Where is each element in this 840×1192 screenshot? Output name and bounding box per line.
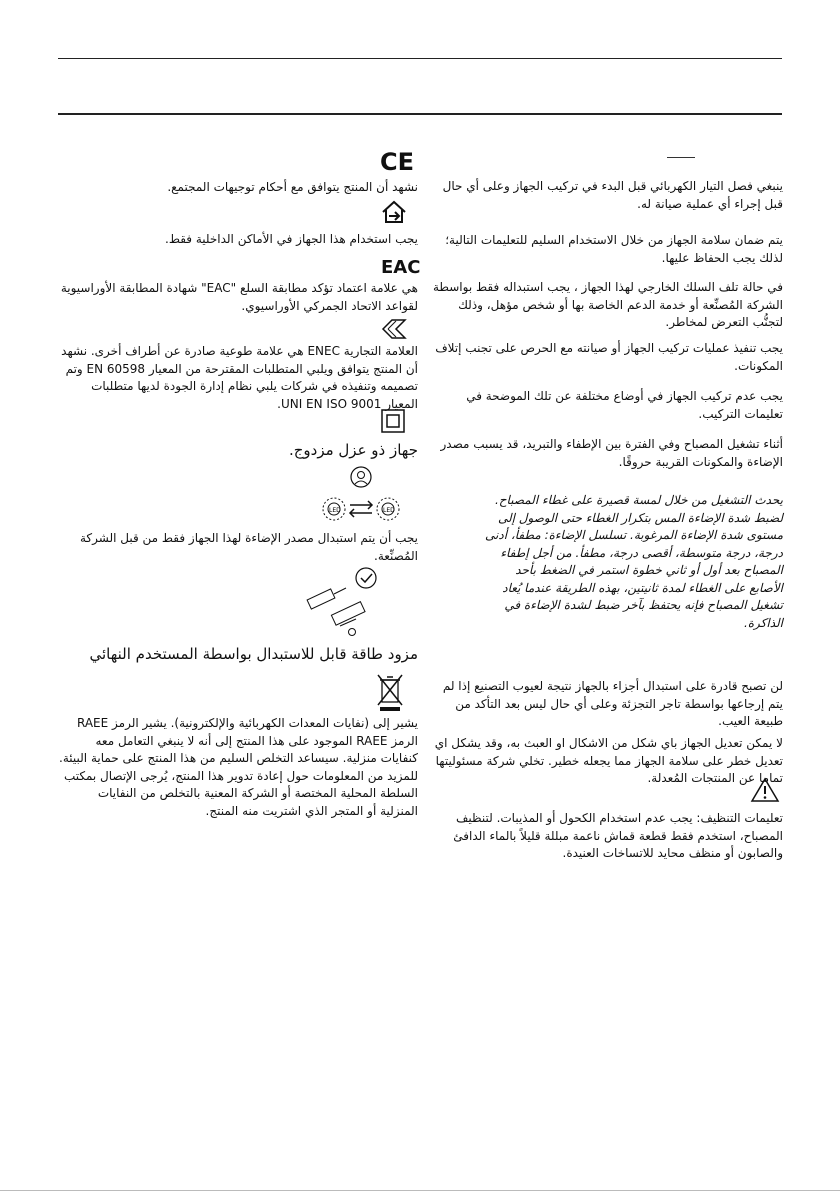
eac-mark-icon xyxy=(381,252,421,278)
power-supply-text: مزود طاقة قابل للاستبدال بواسطة المستخدم النهائي xyxy=(89,645,418,663)
defect-replacement-text: لن تصبح قادرة على استبدال أجزاء بالجهاز نتيجة لعيوب التصنيع إذا لم يتم إرجاعها بواسطة تاجر التجزئة وعلى أي حال ليس بعد التأكد من طبيعة العيب. xyxy=(442,679,783,728)
ce-mark-icon xyxy=(380,148,415,176)
weee-text: يشير إلى (نفايات المعدات الكهربائية والإلكترونية). يشير الرمز RAEE الرمز RAEE الموجود على هذا المنتج إلى أنه لا ينبغي التعامل معه كنفايات منزلية. سيساعد التخلص السليم من هذا المنتج على حماية البيئة. للمزيد من المعلومات حول إعادة تدوير هذا المنتج، يُرجى الإتصال بمكتب السلطة المحلية المختصة أو الشركة المعنية بالتخلص من النفايات المنزلية أو المتجر الذي اشتريت منه المنتج. xyxy=(59,716,418,818)
installation-care-text: يجب تنفيذ عمليات تركيب الجهاز أو صيانته مع الحرص على تجنب إتلاف المكونات. xyxy=(435,341,783,373)
enec-mark-icon xyxy=(380,318,408,340)
double-insulation-icon xyxy=(381,409,405,433)
svg-text:CE: CE xyxy=(380,148,415,176)
led-replace-icon xyxy=(318,465,404,529)
svg-text:LED: LED xyxy=(329,507,341,514)
indoor-use-icon xyxy=(381,200,407,224)
modification-warning-text: لا يمكن تعديل الجهاز باي شكل من الاشكال او العبث به، وقد يشكل اي تعديل خطر على سلامة الجهاز مما يجعله خطير. تخلي شركة مسئوليتها تماما عن المنتجات المُعدلة. xyxy=(434,736,783,785)
cleaning-instructions-text: تعليمات التنظيف: يجب عدم استخدام الكحول أو المذيبات. لتنظيف المصباح، استخدم فقط قطعة قماش ناعمة مبللة قليلاً بالماء الدافئ والصابون أو منظف محايد للاتساخات العنيدة. xyxy=(453,811,783,860)
touch-dimming-text: يحدث التشغيل من خلال لمسة قصيرة على غطاء المصباح. لضبط شدة الإضاءة المس بتكرار الغطاء حتى الوصول إلى مستوى شدة الإضاءة المرغوبة. تسلسل الإضاءة: مطفأ، أدنى درجة، درجة متوسطة، أقصى درجة، مطفأ. من أجل إطفاء المصباح بعد أول أو ثاني خطوة استمر في الضغط بأحد الأصابع على الغطاء لمدة ثانيتين، بهذه الطريقة عندما يُعاد تشغيل المصباح فإنه يحتفظ بآخر ضبط لشدة الإضاءة في الذاكرة. xyxy=(485,493,783,630)
burn-warning-text: أثناء تشغيل المصباح وفي الفترة بين الإطفاء والتبريد، قد يسبب مصدر الإضاءة والمكونات القريبة حروقًا. xyxy=(440,437,783,469)
header-rule xyxy=(58,113,782,115)
svg-text:LED: LED xyxy=(383,507,395,514)
power-supply-icon xyxy=(300,566,380,636)
svg-text:EAC: EAC xyxy=(381,257,421,278)
cable-damage-text: في حالة تلف السلك الخارجي لهذا الجهاز ، يجب استبداله فقط بواسطة الشركة المُصنِّعة أو خدمة الدعم الخاصة بها أو شخص مؤهل، وذلك لتجنُّب التعرض لمخاطر. xyxy=(432,280,783,329)
warning-triangle-icon xyxy=(750,777,780,803)
safety-instructions-text: يتم ضمان سلامة الجهاز من خلال الاستخدام السليم للتعليمات التالية؛ لذلك يجب الحفاظ عليها. xyxy=(445,233,783,265)
enec-text: العلامة التجارية ENEC هي علامة طوعية صادرة عن أطراف أخرى. نشهد أن المنتج يتوافق ويلبي المتطلبات المقترحة من المعيار EN 60598 وتم تصميمه وتنفيذه في شركات يلبي نظام إدارة الجودة لديها متطلبات المعيار UNI EN ISO 9001. xyxy=(61,344,418,411)
ce-text: نشهد أن المنتج يتوافق مع أحكام توجيهات المجتمع. xyxy=(167,180,418,194)
led-source-text: يجب أن يتم استبدال مصدر الإضاءة لهذا الجهاز فقط من قبل الشركة المُصنِّعة. xyxy=(80,531,418,563)
indoor-text: يجب استخدام هذا الجهاز في الأماكن الداخلية فقط. xyxy=(165,232,418,246)
double-insulation-text: جهاز ذو عزل مزدوج. xyxy=(288,441,418,459)
page-bottom-edge xyxy=(0,1190,840,1191)
weee-bin-icon xyxy=(375,672,405,712)
short-underline xyxy=(667,157,695,158)
installation-position-text: يجب عدم تركيب الجهاز في أوضاع مختلفة عن تلك الموضحة في تعليمات التركيب. xyxy=(466,389,783,421)
eac-text: هي علامة اعتماد تؤكد مطابقة السلع "EAC" شهادة المطابقة الأوراسيوية لقواعد الاتحاد الجمركي الأوراسيوي. xyxy=(60,281,418,313)
power-disconnect-text: ينبغي فصل التيار الكهربائي قبل البدء في تركيب الجهاز وعلى أي حال قبل إجراء أي عملية صيانة له. xyxy=(442,179,783,211)
top-rule xyxy=(58,58,782,59)
